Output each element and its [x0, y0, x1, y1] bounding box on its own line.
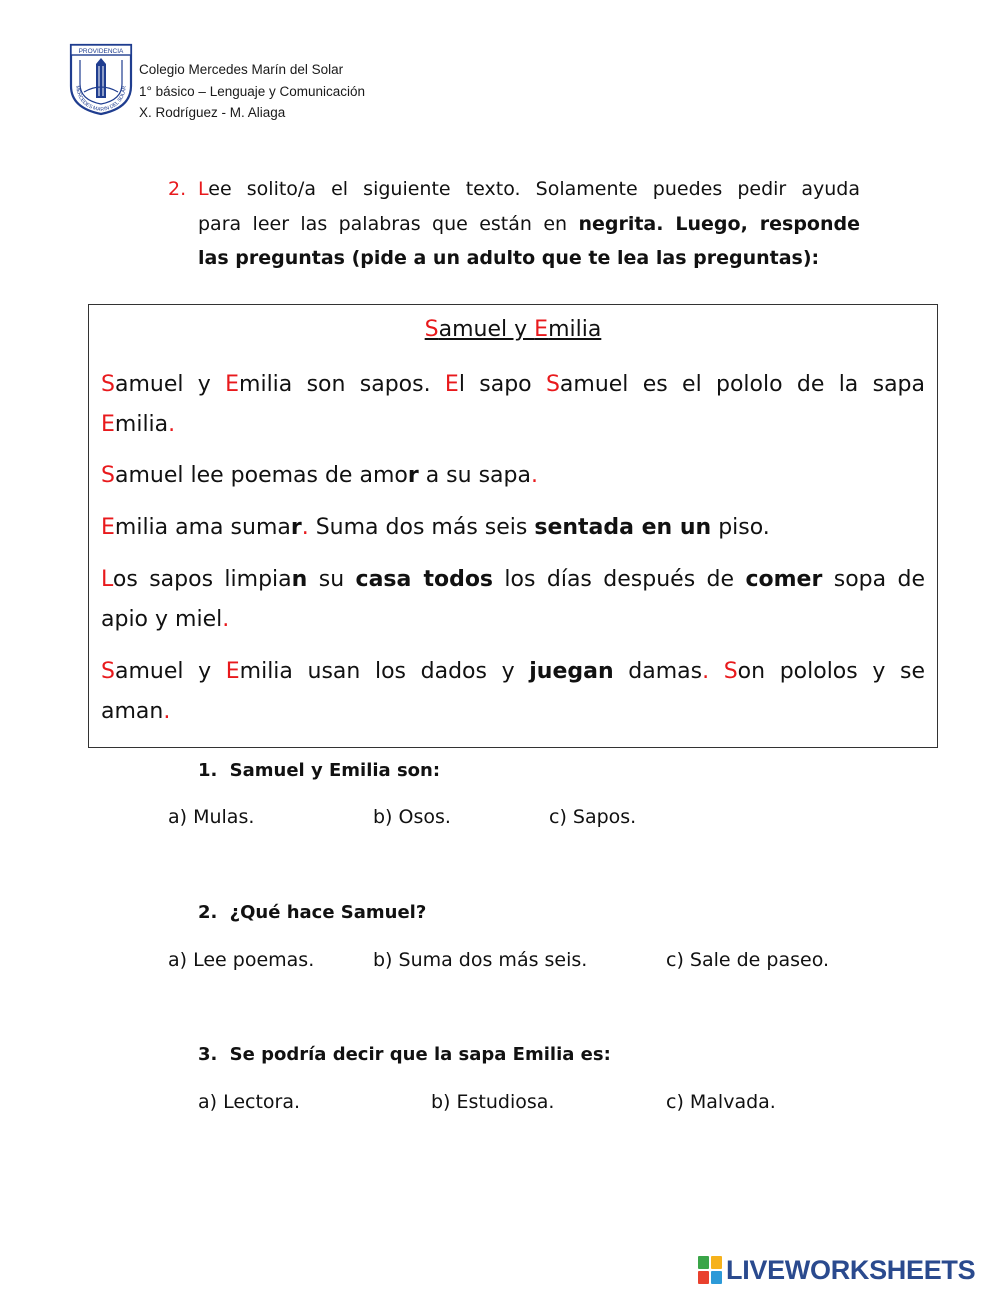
question-2 — [198, 902, 426, 923]
instruction-number: 2. — [168, 178, 187, 200]
svg-text:PROVIDENCIA: PROVIDENCIA — [78, 48, 124, 55]
question-number: 3. — [198, 1044, 218, 1065]
q1-option-c[interactable]: c) Sapos. — [549, 806, 637, 828]
story-paragraph-1: Samuel y Emilia son sapos. El sapo Samuel es el pololo de la sapa Emilia. — [101, 372, 925, 437]
school-name: Colegio Mercedes Marín del Solar — [139, 62, 344, 77]
question-1 — [198, 760, 440, 781]
instruction-line-3: las preguntas (pide a un adulto que te lea las preguntas): — [198, 247, 820, 269]
school-info — [139, 59, 365, 124]
story-paragraph-5: Samuel y Emilia usan los dados y juegan damas. Son pololos y se aman. — [101, 659, 925, 724]
q2-option-a[interactable]: a) Lee poemas. — [168, 949, 315, 971]
q1-option-b[interactable]: b) Osos. — [373, 806, 451, 828]
story-box — [88, 304, 938, 748]
q1-option-a[interactable]: a) Mulas. — [168, 806, 255, 828]
q3-option-b[interactable]: b) Estudiosa. — [431, 1091, 555, 1113]
instruction — [168, 172, 860, 276]
question-text: Se podría decir que la sapa Emilia es: — [229, 1044, 611, 1065]
question-text: ¿Qué hace Samuel? — [229, 902, 427, 923]
q3-option-a[interactable]: a) Lectora. — [198, 1091, 301, 1113]
story-paragraph-2: Samuel lee poemas de amor a su sapa. — [101, 463, 538, 488]
svg-text:MERCEDES MARIN DEL SOLAR: MERCEDES MARIN DEL SOLAR — [74, 85, 128, 114]
q2-option-c[interactable]: c) Sale de paseo. — [666, 949, 830, 971]
question-3 — [198, 1044, 611, 1065]
question-number: 2. — [198, 902, 218, 923]
instruction-line-2: para leer las palabras que están en negrita. Luego, responde — [198, 212, 860, 235]
q3-option-c[interactable]: c) Malvada. — [666, 1091, 776, 1113]
liveworksheets-brand-text: LIVEWORKSHEETS — [726, 1255, 976, 1285]
school-seal-logo — [68, 42, 134, 116]
story-title: Samuel y Emilia — [424, 317, 602, 342]
question-text: Samuel y Emilia son: — [229, 760, 441, 781]
story-paragraph-3: Emilia ama sumar. Suma dos más seis sentada en un piso. — [101, 515, 770, 540]
story-paragraph-4: Los sapos limpian su casa todos los días después de comer sopa de apio y miel. — [101, 567, 926, 632]
course-name: 1° básico – Lenguaje y Comunicación — [139, 83, 366, 99]
teacher-names: X. Rodríguez - M. Aliaga — [139, 105, 286, 120]
instruction-line-1: Lee solito/a el siguiente texto. Solamente puedes pedir ayuda — [198, 178, 860, 200]
liveworksheets-logo-icon — [698, 1256, 722, 1284]
q2-option-b[interactable]: b) Suma dos más seis. — [373, 949, 588, 971]
question-number: 1. — [198, 760, 218, 781]
